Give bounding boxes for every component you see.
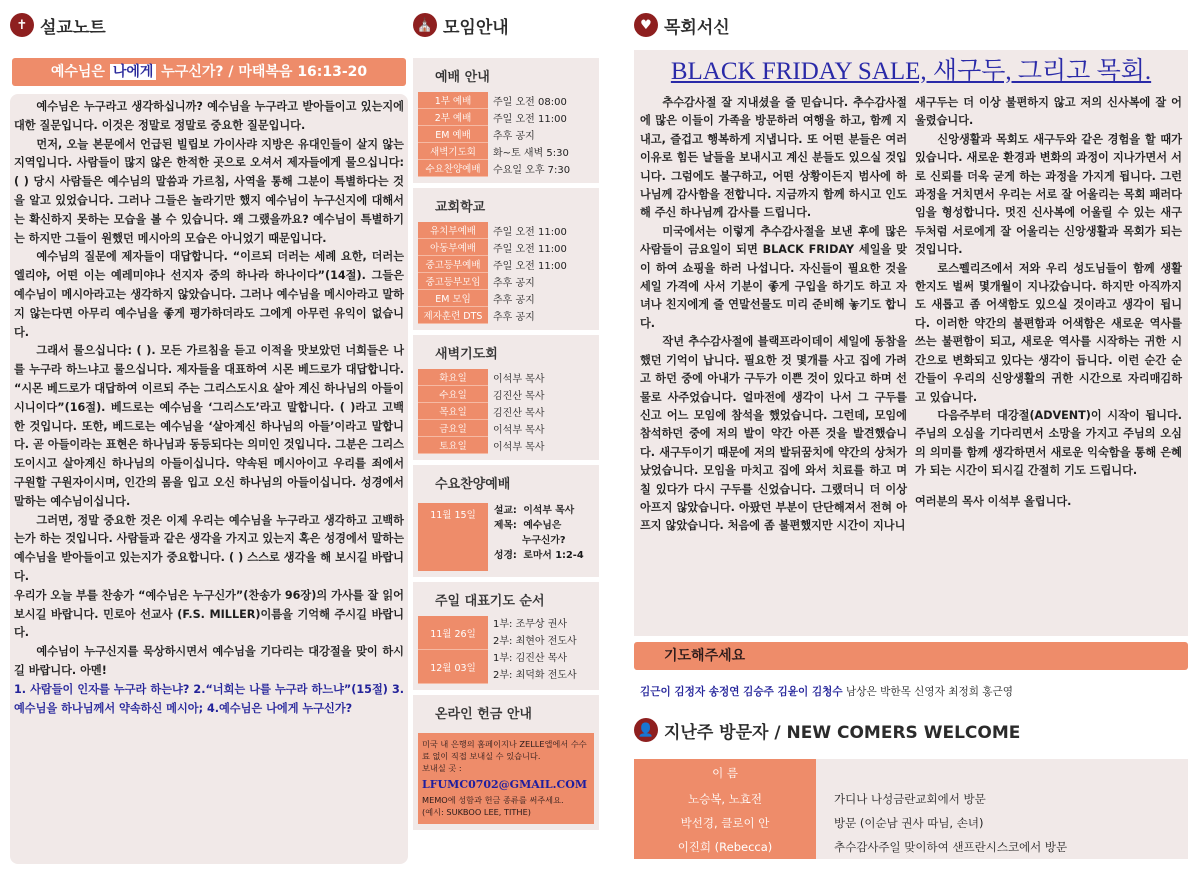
dawn-label: 토요일 bbox=[418, 437, 488, 454]
scripture-label: 성경: bbox=[494, 550, 517, 561]
school-row bbox=[413, 239, 599, 256]
letter-columns bbox=[640, 94, 1182, 536]
dawn-row bbox=[413, 369, 599, 386]
visitor-name: 박선경, 클로이 안 bbox=[634, 811, 816, 835]
worship-value: 주일 오전 08:00 bbox=[493, 97, 567, 108]
dawn-value: 이석부 목사 bbox=[493, 425, 545, 436]
visitors-section-title: 지난주 방문자 / NEW COMERS WELCOME bbox=[664, 722, 1021, 743]
letter-paragraph: 로스펠리즈에서 저와 우리 성도님들이 함께 생활한지도 벌써 몇개월이 지나갔습니다. 하지만 아직까지도 새롭고 좀 어색함도 있으실 것이라고 생각이 됩니다. 이러한 약간의 불편함과 어색함은 새로운 역사를 쓰는 불편함이 되고, 새로운 역사를 시작하는 귀한 시간으로 변화되고 있다는 생각이 듭니다. 이런 순간 순간들이 우리의 신앙생활의 귀한 시간으로 자리매김하고 있습니다. bbox=[915, 261, 1182, 404]
dawn-card-title: 새벽기도회 bbox=[435, 346, 498, 362]
visitor-table bbox=[634, 759, 1188, 859]
meeting-column bbox=[413, 0, 599, 835]
prayer-line: 2부: 최현아 전도사 bbox=[493, 636, 577, 647]
dawn-label: 화요일 bbox=[418, 369, 488, 386]
sermon-paragraph: 우리가 오늘 부를 찬송가 “예수님은 누구신가”(찬송가 96장)의 가사를 잘 읽어 보시길 바랍니다. 민로아 선교사 (F.S. MILLER)이름을 기억해 주시길 바랍니다. bbox=[14, 588, 404, 640]
visitor-row bbox=[634, 787, 1188, 811]
school-row bbox=[413, 307, 599, 324]
prayer-names-highlighted: 김근이 김정자 송정연 김승주 김윤이 김청수 bbox=[640, 686, 843, 698]
dawn-value: 이석부 목사 bbox=[493, 374, 545, 385]
school-label: 아동부예배 bbox=[418, 239, 488, 256]
school-value: 주일 오전 11:00 bbox=[493, 261, 567, 272]
visitor-desc: 방문 (이순남 권사 따님, 손녀) bbox=[816, 811, 1188, 835]
worship-row bbox=[413, 126, 599, 143]
sermon-paragraph: 예수님은 누구라고 생각하십니까? 예수님을 누구라고 받아들이고 있는지에 대한 질문입니다. 이것은 정말로 정말로 중요한 질문입니다. bbox=[14, 100, 404, 132]
letter-signature: 여러분의 목사 이석부 올립니다. bbox=[915, 494, 1072, 508]
school-row bbox=[413, 290, 599, 307]
school-row bbox=[413, 273, 599, 290]
sermon-paragraph: 그래서 물으십니다: ( ). 모든 가르침을 듣고 이적을 맛보았던 너희들은 나를 누구라 하느냐고 물으십니다. 제자들을 대표하여 시몬 베드로가 대답합니다. “시몬 베드로가 대답하여 이르되 주는 그리스도시요 살아 계신 하나님의 아들이시니이다”(16절). 베드로는 예수님을 ‘그리스도’라고 말합니다. ( )라고 고백한 것입니다. 또한, 베드로는 예수님을 ‘살아계신 하나님의 아들’이라고 말합니다. 곧 아들이라는 표현은 하나님과 동등되다는 의미인 것입니다. 그분은 그리스도이시고 살아계신 하나님의 아들이십니다. 약속된 메시아이고 우리를 죄에서 구원할 구원자이시며, 인간의 몸을 입고 오신 하나님의 아들이십니다. 성경에서 말하는 예수님이십니다. bbox=[14, 344, 404, 508]
dawn-row bbox=[413, 420, 599, 437]
worship-row bbox=[413, 143, 599, 160]
school-label: EM 모임 bbox=[418, 290, 488, 307]
school-label: 중고등부모임 bbox=[418, 273, 488, 290]
visitor-header-desc bbox=[816, 759, 1188, 787]
wednesday-date: 11월 15일 bbox=[418, 503, 488, 571]
school-row bbox=[413, 256, 599, 273]
meeting-section-header bbox=[413, 0, 599, 50]
person-icon: 👤 bbox=[634, 718, 658, 742]
letter-paragraph: 추수감사절 잘 지내셨을 줄 믿습니다. 추수감사절에 많은 이들이 가족을 방문하러 여행을 하고, 함께 지내고, 즐겁고 행복하게 지냅니다. 또 어떤 분들은 여러 이유로 힘든 날들을 보내시고 계신 분들도 있으실 것입니다. 그럼에도 불구하고, 어떤 상황이든지 범사에 하나님께 감사함을 전합니다. 지금까지 함께 하시고 인도해 주신 하나님께 감사를 드립니다. bbox=[640, 96, 907, 220]
dawn-row bbox=[413, 386, 599, 403]
worship-label: 1부 예배 bbox=[418, 92, 488, 109]
online-offering-box bbox=[418, 733, 594, 824]
worship-label: 새벽기도회 bbox=[418, 143, 488, 160]
letter-section-header bbox=[634, 0, 1188, 50]
sermon-paragraph: 예수님이 누구신지를 묵상하시면서 예수님을 기다리는 대강절을 맞이 하시길 바랍니다. 아멘! bbox=[14, 645, 404, 677]
sermon-title-pre: 예수님은 bbox=[50, 64, 110, 80]
school-row bbox=[413, 222, 599, 239]
dawn-label: 금요일 bbox=[418, 420, 488, 437]
dawn-value: 이석부 목사 bbox=[493, 442, 545, 453]
visitor-row bbox=[634, 835, 1188, 859]
letter-section-title: 목회서신 bbox=[664, 17, 730, 38]
school-card-title: 교회학교 bbox=[435, 199, 486, 215]
worship-row bbox=[413, 109, 599, 126]
school-value: 주일 오전 11:00 bbox=[493, 227, 567, 238]
sermon-answers: 1. 사람들이 인자를 누구라 하는냐? 2.“너희는 나를 누구라 하느냐”(15절) 3. 예수님을 하나님께서 약속하신 메시아; 4.예수님은 나에게 누구신가? bbox=[14, 682, 404, 715]
sermon-body bbox=[10, 94, 408, 864]
worship-label: EM 예배 bbox=[418, 126, 488, 143]
topic-line1: 예수님은 bbox=[523, 520, 562, 531]
sermon-section-header bbox=[10, 0, 408, 50]
sermon-paragraph: 예수님의 질문에 제자들이 대답합니다. “이르되 더러는 세례 요한, 더러는 엘리야, 어떤 이는 예레미야나 선지자 중의 하나라 하나이다”(14절). 그들은 예수님이 메시아라고는 생각하지 않았습니다. 그러나 예수님을 메시아라고 말하지 않는다면 아무리 예수님을 좋게 평가하더라도 그에게 아무런 유익이 없습니다. bbox=[14, 250, 404, 339]
sunday-prayer-date: 11월 26일 bbox=[418, 616, 488, 650]
visitor-header-row bbox=[634, 759, 1188, 787]
letter-paragraph: 다음주부터 대강절(ADVENT)이 시작이 됩니다. 주님의 오심을 기다리면서 소망을 가지고 주님의 오심의 의미를 함께 생각하면서 새로운 익숙함을 통해 은혜가 되는 시간이 되시길 간절히 기도 드립니다. bbox=[915, 408, 1182, 478]
prayer-names bbox=[634, 684, 1188, 699]
sermon-title bbox=[12, 58, 406, 86]
letter-paragraph: 작년 추수감사절에 블랙프라이데이 세일에 동참을 했던 기억이 납니다. 필요한 것 몇개를 사고 집에 가려고 하던 중에 아내가 구두가 이쁜 것이 있다고 하며 선물로 사주었습니다. 얼마전에 생각이 나서 그 구두를 신고 어느 모임에 참석을 했었습니다. 그런데, 모임에 참석하던 중에 저의 발이 약간 아픈 것을 발견했습니다. 새구두이기 때문에 저의 발뒤꿈치에 약간의 상처가 났었습니다. 모임을 마치고 집에 와서 치료를 하고 며칠 있다가 다시 구두를 신었습니다. 그랬더니 더 이상 아프지 않았습니다. 아팠던 부분이 단단해져서 전혀 아프지 않았습니다. 처음에 좀 불편했지만 시간이 지나니 bbox=[640, 335, 907, 533]
preacher-label: 설교: bbox=[494, 505, 517, 516]
visitor-name: 이진희 (Rebecca) bbox=[634, 835, 816, 859]
dawn-row bbox=[413, 403, 599, 420]
visitor-header-name: 이 름 bbox=[634, 759, 816, 787]
dawn-label: 수요일 bbox=[418, 386, 488, 403]
meeting-section-title: 모임안내 bbox=[443, 17, 509, 38]
letter-right-column bbox=[915, 94, 1182, 536]
sermon-column bbox=[10, 0, 408, 864]
topic-line2: 누구신가? bbox=[522, 535, 566, 546]
sunday-prayer-title: 주일 대표기도 순서 bbox=[435, 593, 545, 609]
worship-value: 추후 공지 bbox=[493, 131, 535, 142]
visitor-name: 노승복, 노효전 bbox=[634, 787, 816, 811]
worship-value: 주일 오전 11:00 bbox=[493, 114, 567, 125]
preacher-value: 이석부 목사 bbox=[523, 505, 575, 516]
sermon-title-post: 누구신가? / 마태복음 16:13-20 bbox=[156, 64, 368, 80]
visitors-section-header bbox=[634, 705, 1188, 755]
online-line: 보내실 곳 : bbox=[422, 763, 462, 773]
online-line: MEMO에 성함과 헌금 종류를 써주세요. bbox=[422, 795, 564, 805]
prayer-line: 1부: 김진산 목사 bbox=[493, 653, 568, 664]
church-building-icon: ⛪ bbox=[413, 13, 437, 37]
worship-label: 수요찬양예배 bbox=[418, 160, 488, 177]
visitor-desc: 가디나 나성금란교회에서 방문 bbox=[816, 787, 1188, 811]
letter-paragraph: 미국에서는 이렇게 추수감사절을 보낸 후에 많은 사람들이 금요일이 되면 BLACK FRIDAY 세일을 맞이 하여 쇼핑을 하러 나섭니다. 자신들이 필요한 것을 세일 가격에 사서 기분이 좋게 구입을 하기도 하고 자녀나 친지에게 줄 연말선물도 미리 준비해 놓기도 합니다. bbox=[640, 224, 907, 330]
school-label: 중고등부예배 bbox=[418, 256, 488, 273]
sermon-paragraph: 먼저, 오늘 본문에서 언급된 빌립보 가이사랴 지방은 유대인들이 살지 않는 지역입니다. 사람들이 많지 않은 한적한 곳으로 오셔서 제자들에게 물으십니다: ( ) 당시 사람들은 예수님의 말씀과 가르침, 사역을 통해 그분이 특별하다는 것을 알고 있었습니다. 그러나 그들은 놀라기만 했지 예수님이 누구신지에 대해서는 확신하지 못하는 모습을 볼 수 있습니다. 왜 그랬을까요? 예수님이 특별하기는 하지만 그들이 원했던 메시아의 모습은 아니었기 때문입니다. bbox=[14, 137, 404, 245]
school-value: 추후 공지 bbox=[493, 295, 535, 306]
dawn-label: 목요일 bbox=[418, 403, 488, 420]
heart-icon: ♥ bbox=[634, 13, 658, 37]
worship-row bbox=[413, 92, 599, 109]
letter-left-column bbox=[640, 94, 907, 536]
sunday-prayer-row bbox=[413, 650, 599, 684]
prayer-request-bar: 기도해주세요 bbox=[634, 642, 1188, 670]
dawn-row bbox=[413, 437, 599, 454]
sermon-title-highlight: 나에게 bbox=[110, 64, 157, 80]
worship-card-title: 예배 안내 bbox=[435, 69, 490, 85]
school-value: 추후 공지 bbox=[493, 278, 535, 289]
sunday-prayer-date: 12월 03일 bbox=[418, 650, 488, 684]
worship-value: 수요일 오후 7:30 bbox=[493, 165, 571, 176]
prayer-line: 1부: 조무상 권사 bbox=[493, 619, 568, 630]
letter-title: BLACK FRIDAY SALE, 새구두, 그리고 목회. bbox=[670, 58, 1152, 85]
sermon-paragraph: 그러면, 정말 중요한 것은 이제 우리는 예수님을 누구라고 생각하고 고백하는가 하는 것입니다. 사람들과 같은 생각을 가지고 있는지 혹은 성경에서 말하는 예수님을 받아들이고 있는지가 중요합니다. ( ) 스스로 생각을 해 보시길 바랍니다. bbox=[14, 513, 404, 583]
wednesday-row bbox=[413, 499, 599, 571]
sermon-section-title: 설교노트 bbox=[40, 17, 106, 38]
sunday-prayer-names bbox=[488, 650, 577, 684]
church-logo-icon: ✝ bbox=[10, 13, 34, 37]
worship-label: 2부 예배 bbox=[418, 109, 488, 126]
school-label: 제자훈련 DTS bbox=[418, 307, 488, 324]
online-offering-card bbox=[413, 695, 599, 830]
school-card bbox=[413, 188, 599, 330]
letter-paragraph: 새구두는 더 이상 불편하지 않고 저의 신사복에 잘 어울렸습니다. bbox=[915, 96, 1182, 128]
online-line: (예시: SUKBOO LEE, TITHE) bbox=[422, 807, 531, 817]
letter-column bbox=[634, 0, 1188, 859]
dawn-value: 김진산 목사 bbox=[493, 391, 545, 402]
dawn-value: 김진산 목사 bbox=[493, 408, 545, 419]
sunday-prayer-card bbox=[413, 582, 599, 690]
visitor-desc: 추수감사주일 맞이하여 샌프란시스코에서 방문 bbox=[816, 835, 1188, 859]
school-value: 추후 공지 bbox=[493, 312, 535, 323]
prayer-names-other: 남상은 박한목 신영자 최정희 홍근영 bbox=[846, 686, 1014, 698]
letter-box bbox=[634, 50, 1188, 636]
online-line: 미국 내 은행의 홈페이지나 ZELLE앱에서 수수료 없이 직접 보내실 수 있습니다. bbox=[422, 739, 587, 761]
school-label: 유치부예배 bbox=[418, 222, 488, 239]
prayer-line: 2부: 최덕화 전도사 bbox=[493, 670, 577, 681]
sunday-prayer-names bbox=[488, 616, 577, 650]
wednesday-card-title: 수요찬양예배 bbox=[435, 476, 511, 492]
worship-row bbox=[413, 160, 599, 177]
online-email[interactable]: LFUMC0702@GMAIL.COM bbox=[422, 778, 588, 791]
worship-card bbox=[413, 58, 599, 183]
online-offering-title: 온라인 헌금 안내 bbox=[435, 706, 532, 722]
topic-label: 제목: bbox=[494, 520, 517, 531]
worship-value: 화~토 새벽 5:30 bbox=[493, 148, 569, 159]
scripture-value: 로마서 1:2-4 bbox=[523, 550, 584, 561]
wednesday-detail bbox=[488, 503, 599, 571]
wednesday-worship-card bbox=[413, 465, 599, 577]
visitor-row bbox=[634, 811, 1188, 835]
dawn-prayer-card bbox=[413, 335, 599, 460]
sunday-prayer-row bbox=[413, 616, 599, 650]
letter-paragraph: 신앙생활과 목회도 새구두와 같은 경험을 할 때가 있습니다. 새로운 환경과 변화의 과정이 지나가면서 서로 신뢰를 더욱 굳게 하는 과정을 가지게 됩니다. 그런 과정을 거치면서 우리는 서로 잘 어울리는 목회 패러다임을 형성합니다. 멋진 신사복에 어울릴 수 있는 새구두처럼 서로에게 잘 어울리는 신앙생활과 목회가 되는 것입니다. bbox=[915, 132, 1182, 257]
school-value: 주일 오전 11:00 bbox=[493, 244, 567, 255]
